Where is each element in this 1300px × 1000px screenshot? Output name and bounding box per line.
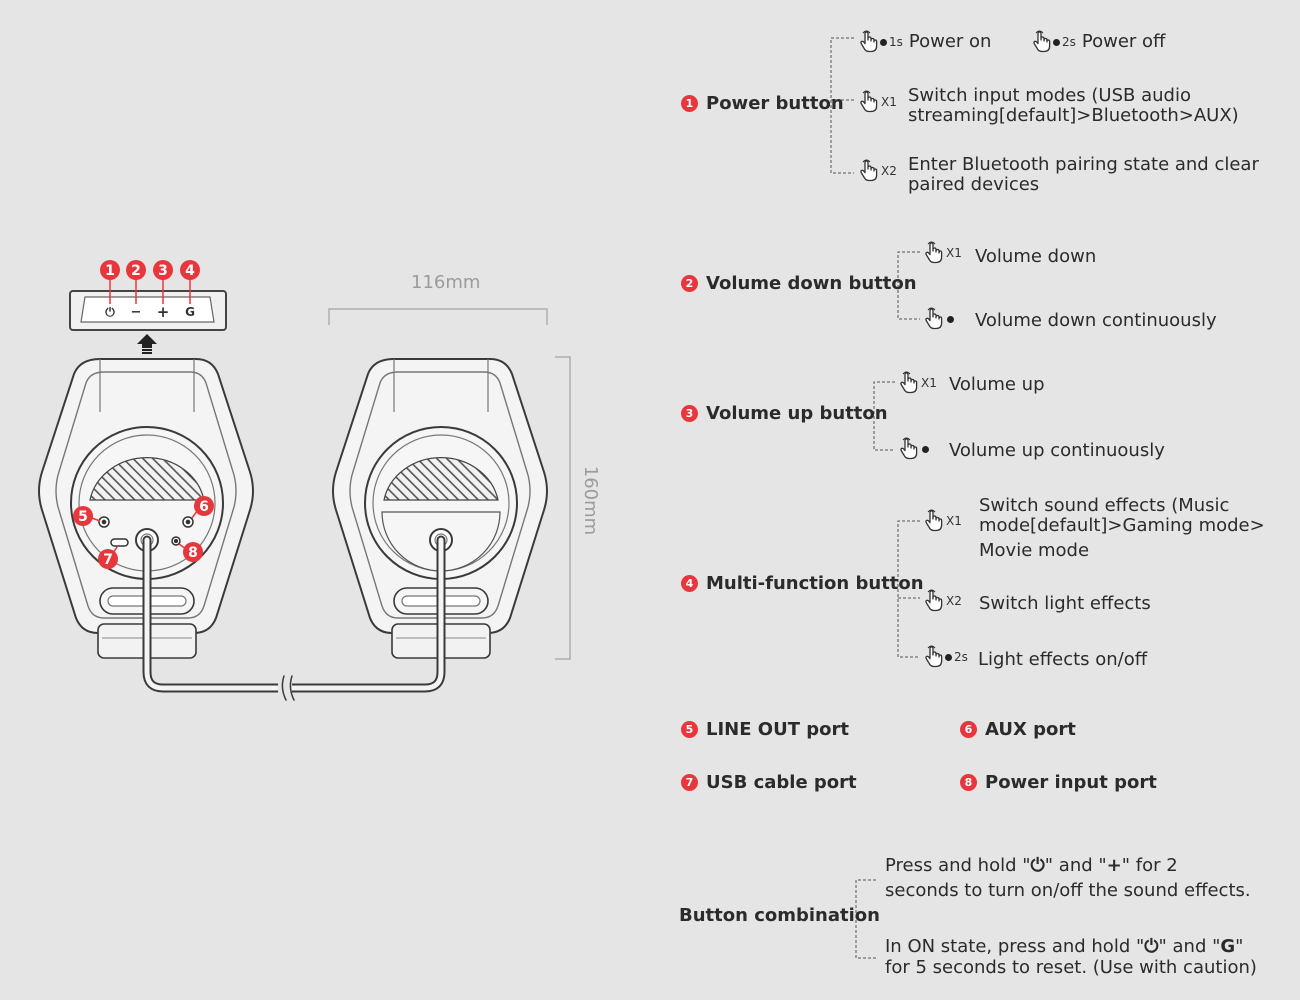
multi-x2-label: Switch light effects [979, 593, 1151, 614]
svg-text:7: 7 [103, 552, 113, 568]
finger-press-icon [922, 589, 944, 613]
volume-down-hold-action [922, 307, 954, 331]
clock-icon [947, 316, 954, 323]
volume-down-number: 2 [681, 275, 698, 292]
finger-press-icon [922, 509, 944, 533]
panel-glyph-power: ⏻ [105, 305, 115, 319]
combination-1-line1: Press and hold "⏻" and "+" for 2 [885, 855, 1178, 876]
svg-text:6: 6 [199, 499, 209, 515]
power-glyph: ⏻ [1030, 855, 1045, 876]
multi-hold-label: Light effects on/off [978, 649, 1148, 670]
finger-press-icon [922, 307, 944, 331]
power-off-duration: 2s [1062, 35, 1076, 49]
volume-up-hold-label: Volume up continuously [949, 440, 1165, 461]
volume-down-title: Volume down button [706, 273, 917, 294]
port-8-item [960, 772, 1157, 793]
volume-down-x1-count: X1 [946, 246, 962, 260]
volume-up-hold-action [897, 437, 929, 461]
finger-press-icon [857, 30, 879, 54]
finger-press-icon [857, 90, 879, 114]
port-8-number: 8 [960, 774, 977, 791]
clock-icon [922, 446, 929, 453]
multi-x1-action [922, 509, 972, 533]
panel-glyph-minus: − [130, 305, 142, 320]
height-dimension-label: 160mm [580, 465, 602, 536]
clock-icon [880, 39, 887, 46]
multi-x1-line1: Switch sound effects (Music [979, 495, 1230, 516]
volume-down-x1-action [922, 241, 972, 265]
port-5-number: 5 [681, 721, 698, 738]
power-x1-count: X1 [881, 95, 897, 109]
finger-press-icon [897, 371, 919, 395]
combination-2-line1: In ON state, press and hold "⏻" and "G" [885, 936, 1244, 957]
finger-press-icon [1030, 30, 1052, 54]
port-7-item [681, 772, 857, 793]
multi-x2-count: X2 [946, 594, 962, 608]
svg-text:5: 5 [78, 509, 88, 525]
volume-up-x1-action [897, 371, 947, 395]
port-6-number: 6 [960, 721, 977, 738]
port-5-item [681, 719, 849, 740]
power-glyph: ⏻ [1144, 936, 1159, 957]
clock-icon [1053, 39, 1060, 46]
power-x1-line2: streaming[default]>Bluetooth>AUX) [908, 105, 1239, 126]
power-x1-line1: Switch input modes (USB audio [908, 85, 1191, 106]
port-6-label: AUX port [985, 719, 1076, 740]
multi-x2-action [922, 589, 972, 613]
volume-up-title: Volume up button [706, 403, 888, 424]
multi-function-title: Multi-function button [706, 573, 924, 594]
combination-2-line2: for 5 seconds to reset. (Use with caution) [885, 957, 1257, 978]
power-x2-action [857, 159, 907, 183]
panel-glyph-plus: + [156, 303, 170, 321]
power-button-number: 1 [681, 95, 698, 112]
finger-press-icon [922, 241, 944, 265]
svg-text:4: 4 [185, 263, 195, 279]
finger-press-icon [897, 437, 919, 461]
panel-glyph-g: G [185, 305, 195, 319]
svg-text:8: 8 [188, 545, 198, 561]
power-x2-count: X2 [881, 164, 897, 178]
svg-text:1: 1 [105, 263, 115, 279]
multi-function-number: 4 [681, 575, 698, 592]
multi-x1-line2: mode[default]>Gaming mode> [979, 515, 1265, 536]
multi-hold-duration: 2s [954, 650, 968, 664]
port-7-number: 7 [681, 774, 698, 791]
volume-down-hold-label: Volume down continuously [975, 310, 1217, 331]
svg-text:2: 2 [131, 263, 141, 279]
multi-x1-count: X1 [946, 514, 962, 528]
power-button-heading [681, 93, 844, 114]
volume-up-x1-count: X1 [921, 376, 937, 390]
power-on-label: Power on [908, 31, 992, 52]
multi-hold-action [922, 645, 974, 669]
power-x1-action [857, 90, 907, 114]
port-5-label: LINE OUT port [706, 719, 849, 740]
combination-1-line2: seconds to turn on/off the sound effects. [885, 880, 1251, 901]
width-dimension-label: 116mm [411, 272, 481, 293]
power-x2-line2: paired devices [908, 174, 1040, 195]
finger-press-icon [922, 645, 944, 669]
power-off-label: Power off [1081, 31, 1166, 52]
finger-press-icon [857, 159, 879, 183]
plus-glyph: + [1106, 855, 1122, 876]
volume-down-heading [681, 273, 917, 294]
svg-text:3: 3 [158, 263, 168, 279]
volume-down-x1-label: Volume down [975, 246, 1097, 267]
volume-up-number: 3 [681, 405, 698, 422]
button-combination-title: Button combination [679, 905, 880, 926]
power-x2-line1: Enter Bluetooth pairing state and clear [908, 154, 1259, 175]
port-7-label: USB cable port [706, 772, 857, 793]
multi-function-heading [681, 573, 924, 594]
power-on-duration: 1s [889, 35, 903, 49]
port-6-item [960, 719, 1076, 740]
clock-icon [945, 654, 952, 661]
port-8-label: Power input port [985, 772, 1157, 793]
volume-up-heading [681, 403, 888, 424]
multi-x1-line3: Movie mode [979, 540, 1090, 561]
power-off-action [1030, 30, 1165, 54]
power-on-action [857, 30, 991, 54]
power-button-title: Power button [706, 93, 844, 114]
g-glyph: G [1220, 936, 1236, 957]
volume-up-x1-label: Volume up [949, 374, 1045, 395]
